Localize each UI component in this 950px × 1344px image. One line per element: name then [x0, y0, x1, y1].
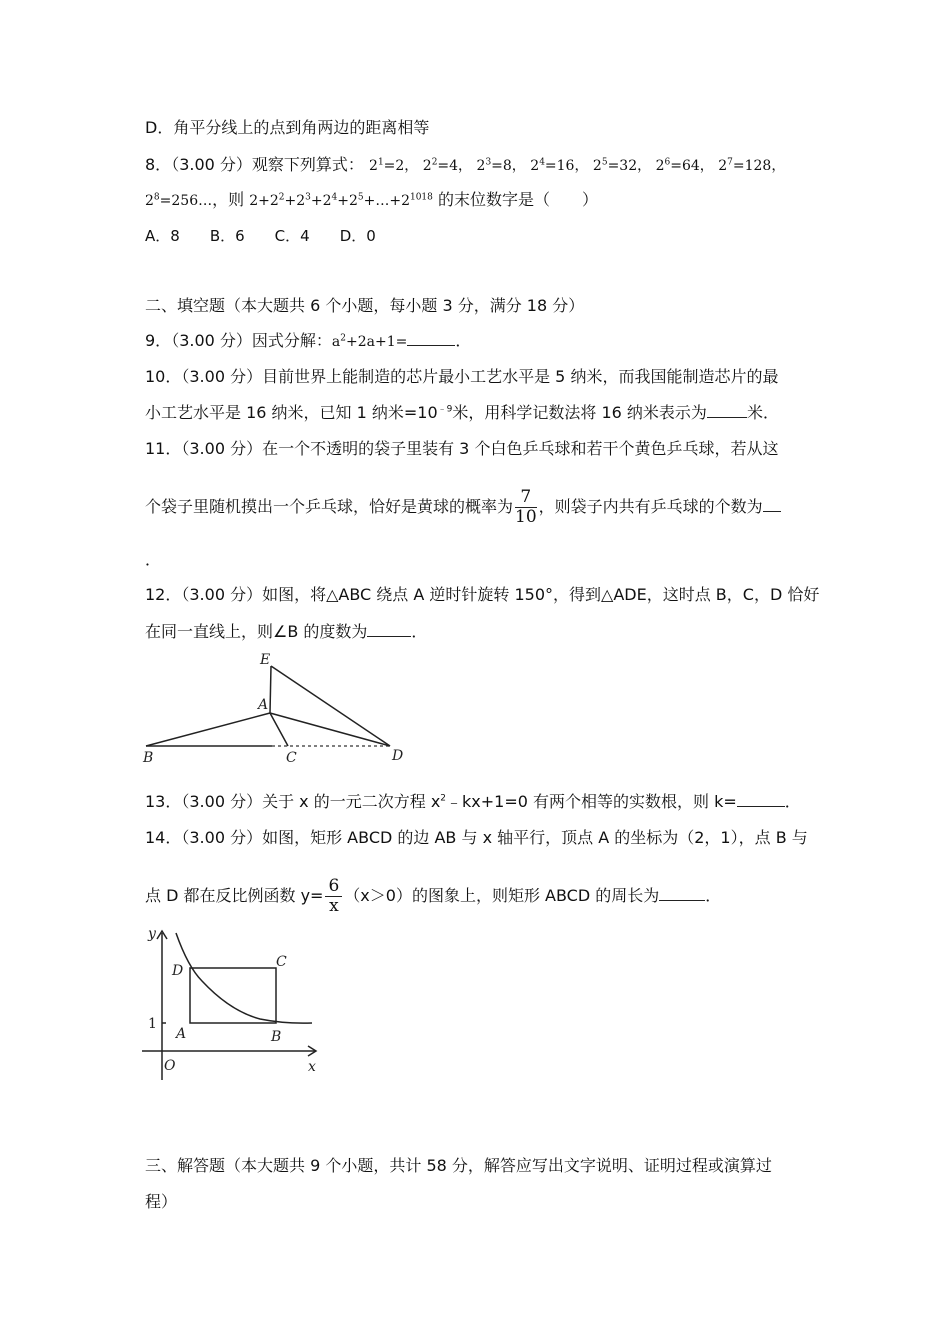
q10-text2a: 小工艺水平是 16 纳米，已知 1 纳米=10	[145, 403, 438, 422]
label-a: A	[176, 1026, 187, 1042]
q12-line2	[145, 622, 427, 642]
q8-line2	[145, 190, 598, 211]
q14-number: 14．	[145, 828, 182, 847]
hyperbola-curve	[176, 933, 312, 1023]
q12-text1: 如图，将△ABC 绕点 A 逆时针旋转 150°，得到△ADE，这时点 B，C，D 恰好	[262, 585, 820, 604]
label-x: x	[308, 1059, 316, 1075]
q13-score: （3.00 分）	[181, 792, 263, 811]
q13-end: ．	[784, 792, 801, 811]
q14-score: （3.00 分）	[181, 828, 263, 847]
q8-then: ，则	[212, 190, 250, 209]
q14-fraction: $\frac{6}{x}$	[325, 877, 342, 916]
q11-line2	[145, 487, 781, 527]
q13-answer-blank[interactable]	[737, 792, 785, 807]
q11-text1: 在一个不透明的袋子里装有 3 个白色乒乓球和若干个黄色乒乓球，若从这	[262, 439, 779, 458]
q9-number: 9．	[145, 331, 172, 350]
q8-number: 8．	[145, 155, 172, 174]
q11-fraction: $\frac{7}{10}$	[515, 487, 537, 527]
q8-option-d: D．0	[339, 227, 376, 245]
segment-ed	[271, 666, 390, 746]
q9-stem: 因式分解：	[251, 331, 332, 350]
q10-text2b: 米，用科学记数法将 16 纳米表示为	[452, 403, 707, 422]
segment-ba	[146, 713, 270, 746]
section-3-title-line1: 三、解答题（本大题共 9 个小题，共计 58 分，解答应写出文字说明、证明过程或演算过	[145, 1156, 772, 1175]
section-2-title: 二、填空题（本大题共 6 个小题，每小题 3 分，满分 18 分）	[145, 296, 585, 315]
q12-text2: 在同一直线上，则∠B 的度数为	[145, 622, 368, 641]
q9-line	[145, 331, 471, 352]
q11-line3: ．	[145, 550, 162, 569]
q14-answer-blank[interactable]	[659, 886, 705, 901]
label-origin: O	[164, 1058, 176, 1074]
q12-number: 12．	[145, 585, 182, 604]
label-y: y	[148, 926, 156, 942]
q9-score: （3.00 分）	[171, 331, 252, 350]
q8-options	[145, 226, 376, 246]
q8-option-c: C．4	[274, 227, 310, 245]
q13-exponent: 2	[440, 793, 447, 804]
q10-answer-blank[interactable]	[707, 403, 747, 418]
q10-line2	[145, 403, 779, 423]
q14-text2b: （x＞0）的图象上，则矩形 ABCD 的周长为	[344, 886, 660, 905]
q10-text2c: 米．	[746, 403, 779, 422]
q12-line1	[145, 585, 819, 605]
q10-number: 10．	[145, 367, 182, 386]
q8-score: （3.00 分）	[171, 155, 252, 174]
q13-line	[145, 792, 801, 812]
q14-end: ．	[705, 886, 722, 905]
q13-text-a: 关于 x 的一元二次方程 x	[262, 792, 441, 811]
label-a: A	[258, 697, 269, 713]
q14-line2	[145, 876, 721, 916]
label-e: E	[260, 652, 271, 668]
label-c: C	[276, 954, 287, 970]
q12-score: （3.00 分）	[181, 585, 263, 604]
q8-option-a: A．8	[145, 227, 180, 245]
q12-end: ．	[411, 622, 428, 641]
q10-line1	[145, 367, 778, 387]
q8-stem: 观察下列算式：	[251, 155, 364, 174]
q9-expression: $a^2+2a+1=$	[331, 333, 408, 350]
section-3-title-line2: 程）	[145, 1192, 178, 1211]
q12-figure	[138, 650, 418, 770]
q14-figure	[140, 925, 330, 1085]
label-d: D	[172, 963, 184, 979]
q7-option-d: D．角平分线上的点到角两边的距离相等	[145, 118, 430, 137]
q8-option-b: B．6	[209, 227, 245, 245]
q8-tail: 的末位数字是（ ）	[432, 190, 598, 209]
q14-line1	[145, 828, 808, 848]
q9-end: ．	[455, 331, 472, 350]
q11-answer-blank[interactable]	[763, 497, 781, 512]
q10-score: （3.00 分）	[181, 367, 263, 386]
q9-answer-blank[interactable]	[407, 331, 455, 346]
q8-line1	[145, 155, 785, 176]
label-d: D	[392, 748, 404, 764]
q10-text1: 目前世界上能制造的芯片最小工艺水平是 5 纳米，而我国能制造芯片的最	[262, 367, 779, 386]
label-one: 1	[148, 1016, 157, 1032]
q8-powers: $2^1=2$， $2^2=4$， $2^3=8$， $2^4=16$， $2^5=32$， $2^6=64$， $2^7=128$，	[369, 157, 786, 174]
segment-ad	[270, 713, 390, 746]
q11-line1	[145, 439, 778, 459]
q11-text2b: ，则袋子内共有乒乓球的个数为	[538, 497, 763, 516]
q8-sum-expression: $2+2^2+2^3+2^4+2^5+\dots+2^{1018}$	[249, 192, 433, 209]
q14-text1: 如图，矩形 ABCD 的边 AB 与 x 轴平行，顶点 A 的坐标为（2，1），点 B 与	[262, 828, 808, 847]
q13-text-b: ﹣kx+1=0 有两个相等的实数根，则 k=	[446, 792, 737, 811]
segment-ae	[270, 666, 271, 713]
q11-number: 11．	[145, 439, 182, 458]
q14-text2a: 点 D 都在反比例函数 y=	[145, 886, 324, 905]
q12-answer-blank[interactable]	[367, 622, 411, 637]
q13-number: 13．	[145, 792, 182, 811]
rectangle-abcd	[190, 968, 276, 1023]
label-c: C	[286, 750, 297, 766]
q8-power-8: $2^8=256\dots$	[145, 192, 213, 209]
label-b: B	[143, 750, 154, 766]
q11-text2a: 个袋子里随机摸出一个乒乓球，恰好是黄球的概率为	[145, 497, 514, 516]
q11-score: （3.00 分）	[181, 439, 263, 458]
q10-exponent: ﹣9	[437, 404, 453, 415]
label-b: B	[271, 1029, 282, 1045]
